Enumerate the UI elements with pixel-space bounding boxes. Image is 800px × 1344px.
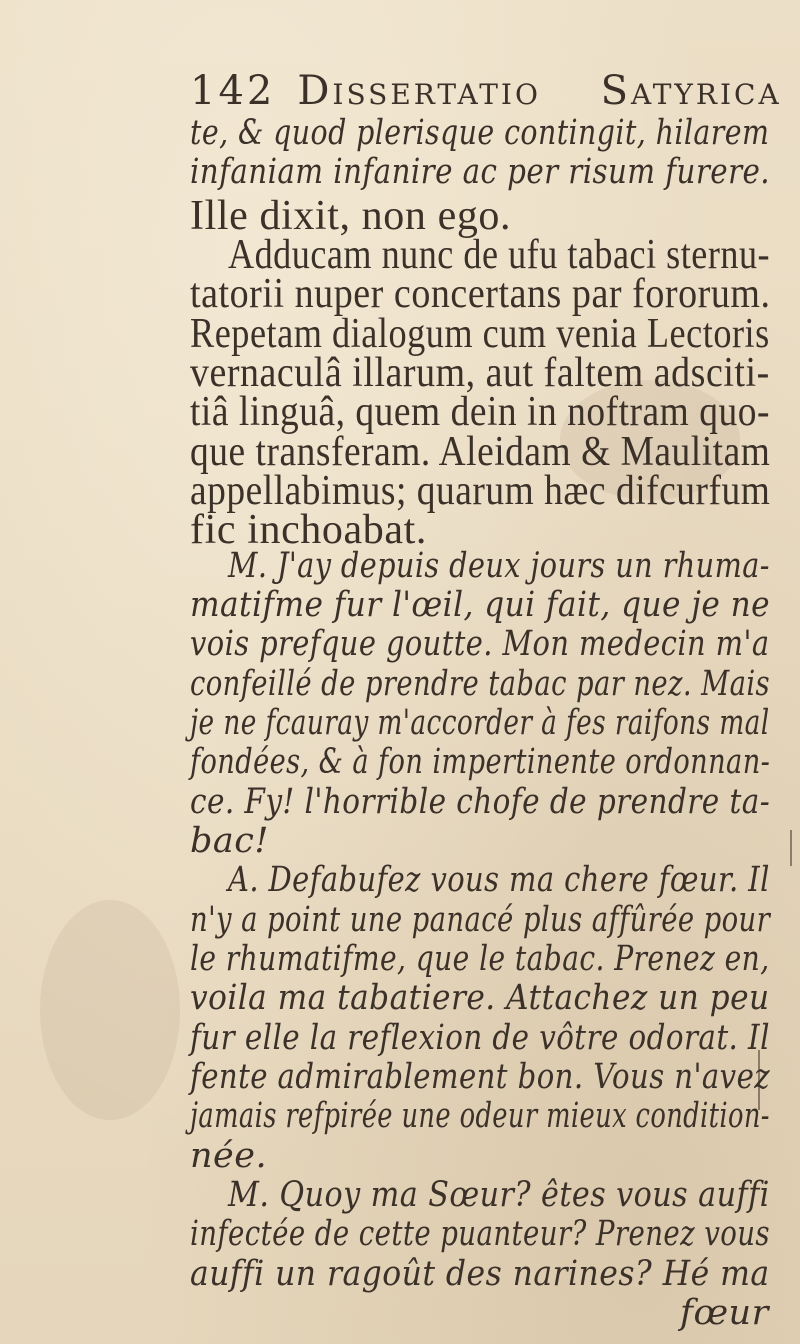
text-line: fente admirablement bon. Vous n'avez — [190, 1057, 771, 1097]
text-line: infectée de cette puanteur? Prenez vous — [190, 1214, 771, 1254]
text-line: fondées, & à fon impertinente ordonnan- — [190, 742, 771, 782]
text-line: fur elle la reflexion de vôtre odorat. Il — [190, 1018, 770, 1058]
text-line: auffi un ragoût des narines? Hé ma — [190, 1254, 770, 1294]
text-line: le rhumatifme, que le tabac. Prenez en, — [190, 939, 770, 979]
text-line: je ne fcauray m'accorder à fes raifons mal — [190, 703, 770, 743]
text-line: Ille dixit, non ego. — [190, 193, 512, 239]
text-line: M. Quoy ma Sœur? êtes vous auffi — [228, 1175, 770, 1215]
text-line: matifme fur l'œil, qui fait, que je ne — [190, 585, 771, 625]
text-line: appellabimus; quarum hæc difcurfum — [190, 468, 771, 514]
running-header — [190, 68, 782, 114]
text-line: n'y a point une panacé plus affûrée pour — [190, 900, 771, 940]
page-number: 142 — [190, 68, 276, 114]
text-line: voila ma tabatiere. Attachez un peu — [190, 978, 770, 1018]
text-line: Adducam nunc de ufu tabaci sternu- — [228, 232, 771, 278]
page-edge-mark — [790, 830, 792, 866]
text-line: te, & quod plerisque contingit, hilarem — [190, 113, 770, 153]
header-title-dissertatio: Dissertatio — [297, 68, 541, 114]
text-line: que transferam. Aleidam & Maulitam — [190, 429, 771, 475]
text-line: fœur — [680, 1293, 769, 1333]
text-line: vois prefque goutte. Mon medecin m'a — [190, 624, 770, 664]
text-line: née. — [190, 1136, 268, 1176]
text-line: tiâ linguâ, quem dein in noftram quo- — [190, 389, 770, 435]
text-line: confeillé de prendre tabac par nez. Mais — [190, 664, 770, 704]
text-line: M. J'ay depuis deux jours un rhuma- — [228, 546, 770, 586]
text-line: infaniam infanire ac per risum furere. — [190, 152, 771, 192]
header-title-satyrica: Satyrica — [600, 68, 782, 114]
text-line: A. Defabufez vous ma chere fœur. Il — [228, 860, 770, 900]
text-line: ce. Fy! l'horrible chofe de prendre ta- — [190, 782, 771, 822]
text-line: vernaculâ illarum, aut faltem adsciti- — [190, 350, 770, 396]
text-line: fic inchoabat. — [190, 507, 427, 553]
text-line: Repetam dialogum cum venia Lectoris — [190, 311, 770, 357]
paper-stain — [40, 900, 180, 1120]
text-line: jamais refpirée une odeur mieux condition- — [190, 1096, 770, 1136]
text-line: bac! — [190, 821, 269, 861]
text-line: tatorii nuper concertans par fororum. — [190, 271, 771, 317]
